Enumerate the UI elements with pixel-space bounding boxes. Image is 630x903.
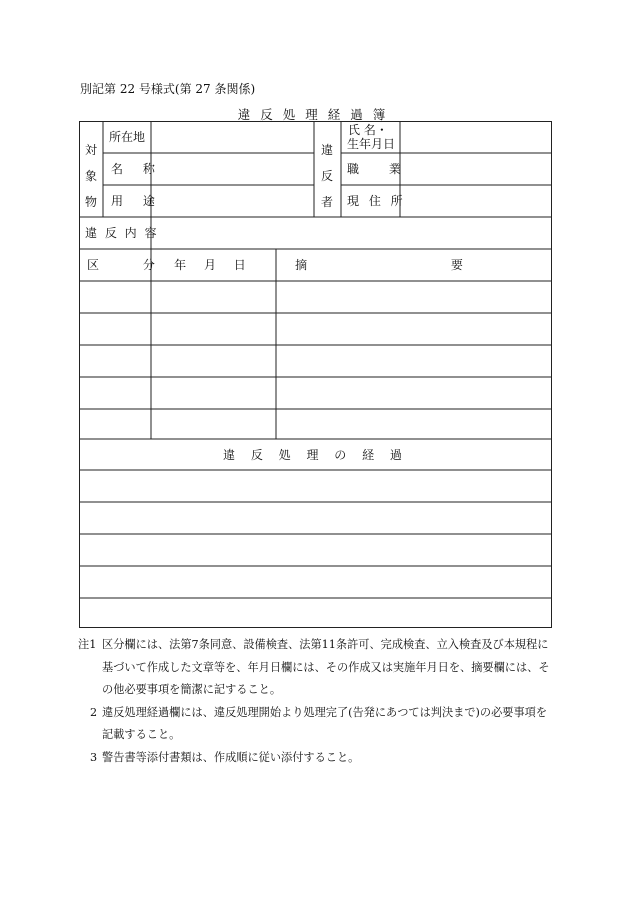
violator-group-label: 違 反 者 <box>320 143 333 209</box>
location-label: 所在地 <box>109 130 146 144</box>
notes-section <box>78 634 558 769</box>
violation-record-table <box>79 121 552 628</box>
note-number: 3 <box>90 750 98 764</box>
address-label: 現 住 所 <box>347 194 406 208</box>
form-header: 別記第 22 号様式(第 27 条関係) <box>80 82 256 96</box>
name-label: 名 称 <box>111 162 163 176</box>
date-header: 年 月 日 <box>174 258 253 272</box>
progress-header: 違 反 処 理 の 経 過 <box>223 448 408 462</box>
note-text: 区分欄には、法第7条同意、設備検査、法第11条許可、完成検査、立入検査及び本規程に基づいて作成した文章等を、年月日欄には、その作成又は実施年月日を、摘要欄には、その他必要事項を簡潔に記すること。 <box>102 638 550 696</box>
violation-content-label: 違 反 内 容 <box>85 226 159 240</box>
occupation-label: 職 業 <box>347 162 414 176</box>
note-item <box>78 702 558 747</box>
form-title: 違反処理経過簿 <box>237 107 396 122</box>
note-number: 2 <box>90 705 98 719</box>
target-group-label: 対 象 物 <box>84 143 97 209</box>
violator-birthdate-label: 生年月日 <box>347 137 396 151</box>
note-number: 注1 <box>78 638 97 651</box>
summary-header: 摘 要 <box>295 258 533 272</box>
violator-name-label: 氏 名・ <box>348 123 388 137</box>
note-item <box>78 634 558 702</box>
category-header: 区 分 <box>87 258 175 272</box>
note-text: 警告書等添付書類は、作成順に従い添付すること。 <box>102 750 360 764</box>
note-item <box>78 747 558 770</box>
note-text: 違反処理経過欄には、違反処理開始より処理完了(告発にあつては判決まで)の必要事項を記載すること。 <box>102 705 548 741</box>
use-label: 用 途 <box>111 194 163 208</box>
